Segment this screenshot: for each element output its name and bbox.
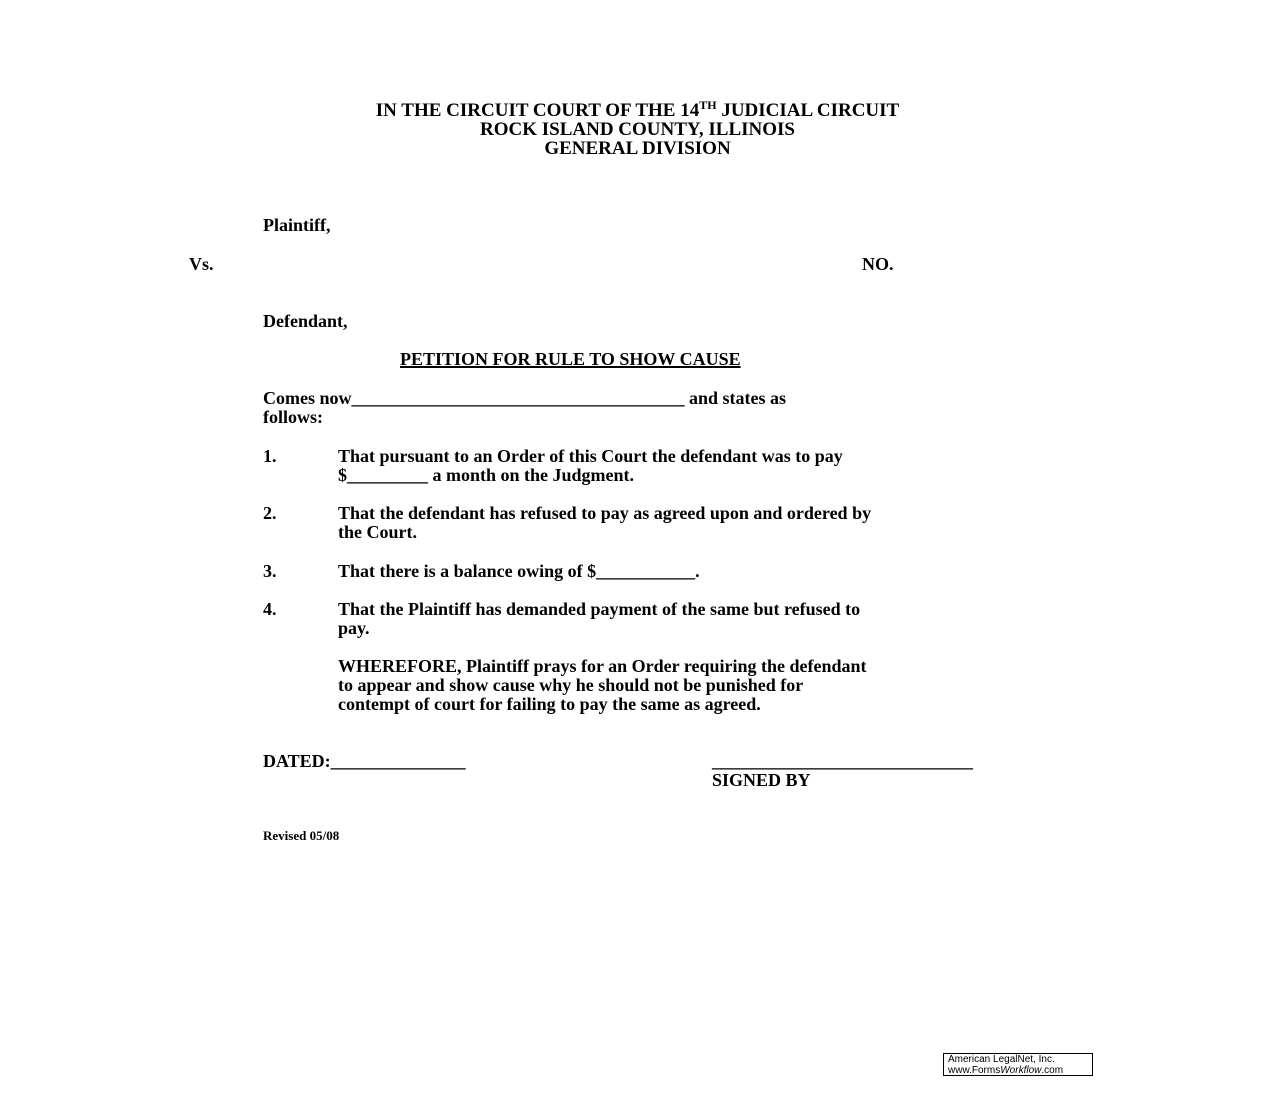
signature-line[interactable]: _____________________________ <box>712 751 973 771</box>
wherefore-line: WHEREFORE, Plaintiff prays for an Order requiring the defendant <box>338 656 867 676</box>
publisher-url <box>948 1066 1092 1077</box>
item-number: 4. <box>263 599 277 619</box>
item-number: 1. <box>263 446 277 466</box>
wherefore-line: to appear and show cause why he should not be punished for <box>338 675 804 695</box>
case-number-label: NO. <box>862 254 894 274</box>
publisher-badge <box>943 1053 1093 1076</box>
circuit-label: JUDICIAL CIRCUIT <box>716 100 900 121</box>
item-text-line: That the defendant has refused to pay as agreed upon and ordered by <box>338 503 872 523</box>
item-number: 2. <box>263 503 277 523</box>
item-text-line: the Court. <box>338 522 417 542</box>
intro-line1: Comes now_____________________________________ and states as <box>263 388 787 408</box>
wherefore-line: contempt of court for failing to pay the same as agreed. <box>338 694 761 714</box>
court-name: IN THE CIRCUIT COURT OF THE 14 <box>375 100 700 121</box>
url-suffix: .com <box>1041 1064 1064 1076</box>
dated-field[interactable]: DATED:_______________ <box>263 751 466 771</box>
versus-label: Vs. <box>189 254 214 274</box>
url-italic: Workflow <box>1000 1064 1042 1076</box>
item-text-line: pay. <box>338 618 370 638</box>
document-title: PETITION FOR RULE TO SHOW CAUSE <box>400 349 741 369</box>
plaintiff-label: Plaintiff, <box>263 215 331 235</box>
publisher-name: American LegalNet, Inc. <box>948 1054 1055 1065</box>
county-line: ROCK ISLAND COUNTY, ILLINOIS <box>480 119 795 140</box>
item-number: 3. <box>263 561 277 581</box>
item-text-line: $_________ a month on the Judgment. <box>338 465 635 485</box>
url-prefix: www.Forms <box>948 1064 1001 1076</box>
defendant-label: Defendant, <box>263 311 348 331</box>
ordinal-suffix: TH <box>699 98 717 112</box>
item-text-line: That pursuant to an Order of this Court the defendant was to pay <box>338 446 843 466</box>
signed-by-label: SIGNED BY <box>712 770 811 790</box>
intro-line2: follows: <box>263 407 323 427</box>
division-line: GENERAL DIVISION <box>544 138 731 159</box>
item-text-line: That there is a balance owing of $___________. <box>338 561 700 581</box>
revision-note: Revised 05/08 <box>263 828 340 843</box>
item-text-line: That the Plaintiff has demanded payment of the same but refused to <box>338 599 861 619</box>
